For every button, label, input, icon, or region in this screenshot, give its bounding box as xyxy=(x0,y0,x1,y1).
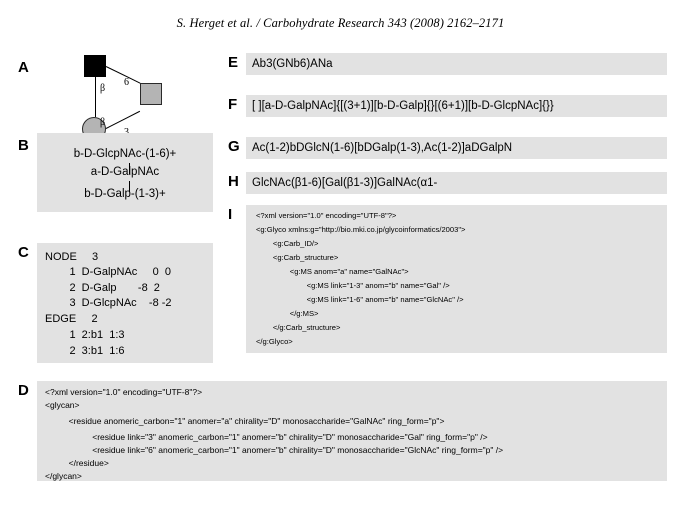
label-beta-upper: β xyxy=(100,83,106,94)
panel-i-line-7: <g:MS link="1-6" anom="b" name="GlcNAc" /> xyxy=(256,295,464,304)
bond-line-gal xyxy=(106,111,140,129)
panel-i-line-6: <g:MS link="1-3" anom="b" name="Gal" /> xyxy=(256,281,450,290)
panel-letter-h: H xyxy=(228,173,239,190)
panel-letter-c: C xyxy=(18,244,29,261)
panel-b-line-3: a-D-GalpNAc xyxy=(90,166,160,178)
panel-g-text: Ac(1-2)bDGlcN(1-6)[bDGalp(1-3),Ac(1-2)]aDGalpN xyxy=(252,142,513,154)
panel-c-line-7: 2 3:b1 1:6 xyxy=(45,345,125,357)
panel-i-line-3: <g:Carb_ID/> xyxy=(256,239,319,248)
panel-i-line-8: </g:MS> xyxy=(256,309,319,318)
panel-c-line-4: 3 D-GlcpNAc -8 -2 xyxy=(45,297,172,309)
panel-h-text: GlcNAc(β1-6)[Gal(β1-3)]GalNAc(α1- xyxy=(252,177,438,189)
panel-c-line-3: 2 D-Galp -8 2 xyxy=(45,282,160,294)
panel-f-text: [ ][a-D-GalpNAc]{[(3+1)][b-D-Galp]{}[(6+1)][b-D-GlcpNAc]{}} xyxy=(252,100,554,112)
panel-c-line-5: EDGE 2 xyxy=(45,313,98,325)
panel-letter-g: G xyxy=(228,138,240,155)
panel-letter-d: D xyxy=(18,382,29,399)
running-head: S. Herget et al. / Carbohydrate Research 343 (2008) 2162–2171 xyxy=(176,16,505,30)
panel-b-line-5: b-D-Galp-(1-3)+ xyxy=(84,188,166,200)
panel-d-line-4: <residue link="3" anomeric_carbon="1" anomer="b" chirality="D" monosaccharide="Gal" ring_form="p" /> xyxy=(45,432,488,442)
panel-d-line-1: <?xml version="1.0" encoding="UTF-8"?> xyxy=(45,387,203,397)
panel-i-line-4: <g:Carb_structure> xyxy=(256,253,339,262)
panel-d-line-6: </residue> xyxy=(45,458,109,468)
panel-letter-f: F xyxy=(228,96,238,113)
black-square-symbol xyxy=(84,55,106,77)
panel-i-line-9: </g:Carb_structure> xyxy=(256,323,341,332)
panel-d-line-5: <residue link="6" anomeric_carbon="1" anomer="b" chirality="D" monosaccharide="GlcNAc" ring_form="p" /> xyxy=(45,445,504,455)
panel-c-line-1: NODE 3 xyxy=(45,251,99,263)
panel-c-line-6: 1 2:b1 1:3 xyxy=(45,329,125,341)
label-beta-lower: β xyxy=(100,117,106,128)
panel-letter-b: B xyxy=(18,137,29,154)
panel-b-line-1: b-D-GlcpNAc-(1-6)+ xyxy=(73,148,177,160)
bond-line-vertical xyxy=(95,77,96,117)
gray-square-symbol xyxy=(140,83,162,105)
label-6: 6 xyxy=(124,77,129,88)
panel-c-line-2: 1 D-GalpNAc 0 0 xyxy=(45,266,171,278)
panel-i-line-5: <g:MS anom="a" name="GalNAc"> xyxy=(256,267,409,276)
panel-d-line-7: </glycan> xyxy=(45,471,82,481)
panel-letter-a: A xyxy=(18,59,29,76)
panel-letter-i: I xyxy=(228,206,233,223)
panel-i-line-1: <?xml version="1.0" encoding="UTF-8"?> xyxy=(256,211,397,220)
panel-letter-e: E xyxy=(228,54,239,71)
panel-e-text: Ab3(GNb6)ANa xyxy=(252,58,333,70)
panel-d-line-3: <residue anomeric_carbon="1" anomer="a" chirality="D" monosaccharide="GalNAc" ring_form="p"> xyxy=(45,416,445,426)
panel-i-line-10: </g:Glyco> xyxy=(256,337,293,346)
panel-i-line-2: <g:Glyco xmlns:g="http://bio.mki.co.jp/glycoinformatics/2003"> xyxy=(256,225,466,234)
panel-d-line-2: <glycan> xyxy=(45,400,80,410)
